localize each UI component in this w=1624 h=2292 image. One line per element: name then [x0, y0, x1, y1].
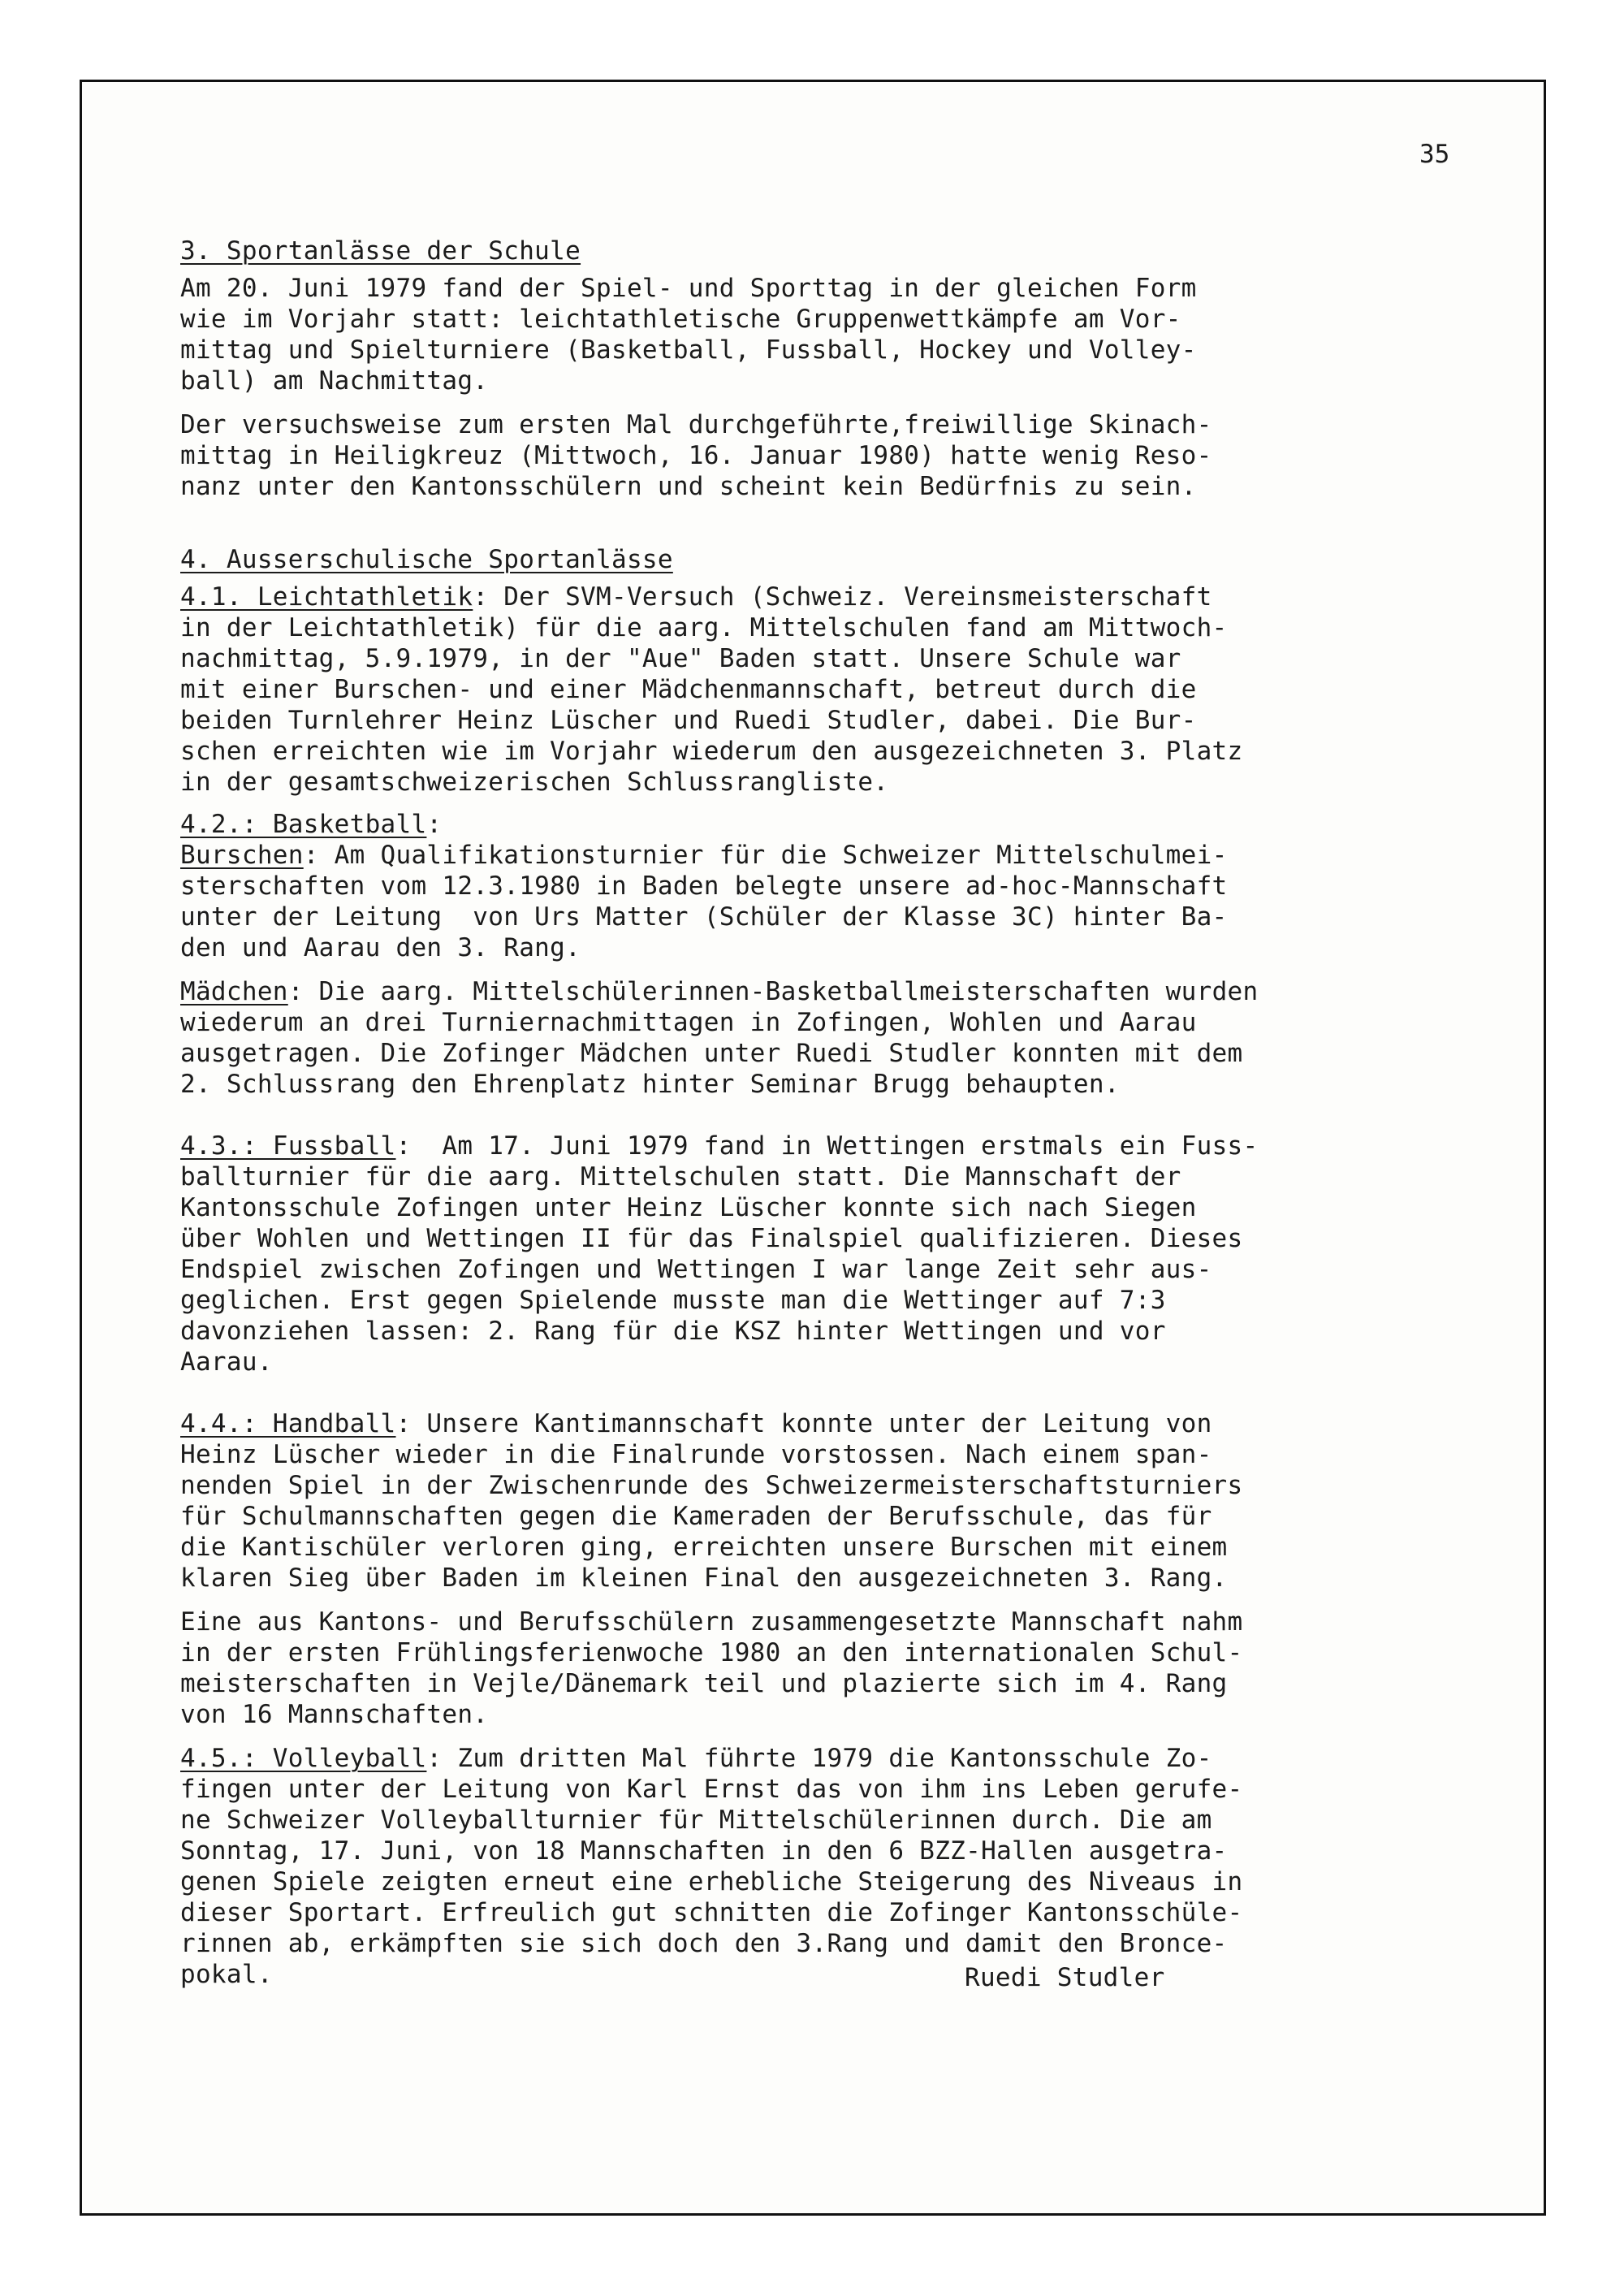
subsection-label: 4.2.: Basketball — [180, 810, 427, 839]
page-number: 35 — [1419, 140, 1450, 169]
paragraph-basketball-burschen: Burschen: Am Qualifikationsturnier für die Schweizer Mittelschulmei- sterschaften vom 12.3.1980 in Baden belegte unsere ad-hoc-Mannschaft unter der Leitung von Urs Matter (Schüler der Klasse 3C) hinter Ba- den und Aarau den 3. Rang. — [180, 841, 1228, 962]
subheading-basketball: 4.2.: Basketball: — [180, 810, 443, 839]
paragraph-sporttag: Am 20. Juni 1979 fand der Spiel- und Sporttag in der gleichen Form wie im Vorjahr statt: leichtathletische Gruppenwettkämpfe am Vor- mittag und Spielturniere (Basketball, Fussball, Hockey und Volley- ball) am Nachmittag. — [180, 274, 1197, 396]
subsection-label: Burschen — [180, 841, 304, 870]
subsection-label: 4.3.: Fussball — [180, 1131, 396, 1161]
paragraph-handball-vejle: Eine aus Kantons- und Berufsschülern zusammengesetzte Mannschaft nahm in der ersten Frühlingsferienwoche 1980 an den internationalen Schul- meisterschaften in Vejle/Dänemark teil und plazierte sich im 4. Rang von 16 Mannschaften. — [180, 1607, 1243, 1729]
subsection-label: Mädchen — [180, 977, 288, 1006]
section-heading: 4. Ausserschulische Sportanlässe — [180, 545, 673, 574]
paragraph-fussball: 4.3.: Fussball: Am 17. Juni 1979 fand in Wettingen erstmals ein Fuss- ballturnier für die aarg. Mittelschulen statt. Die Mannschaft der Kantonsschule Zofingen unter Heinz Lüscher konnte sich nach Siegen über Wohlen und Wettingen II für das Finalspiel qualifizieren. Dieses Endspiel zwischen Zofingen und Wettingen I war lange Zeit sehr aus- geglichen. Erst gegen Spielende musste man die Wettinger auf 7:3 davonziehen lassen: 2. Rang für die KSZ hinter Wettingen und vor Aarau. — [180, 1131, 1259, 1377]
paragraph-leichtathletik: 4.1. Leichtathletik: Der SVM-Versuch (Schweiz. Vereinsmeisterschaft in der Leichtathletik) für die aarg. Mittelschulen fand am Mittwoch- nachmittag, 5.9.1979, in der "Aue" Baden statt. Unsere Schule war mit einer Burschen- und einer Mädchenmannschaft, betreut durch die beiden Turnlehrer Heinz Lüscher und Ruedi Studler, dabei. Die Bur- schen erreichten wie im Vorjahr wiederum den ausgezeichneten 3. Platz in der gesamtschweizerischen Schlussrangliste. — [180, 582, 1243, 797]
paragraph-volleyball: 4.5.: Volleyball: Zum dritten Mal führte 1979 die Kantonsschule Zo- fingen unter der Leitung von Karl Ernst das von ihm ins Leben gerufe- ne Schweizer Volleyballturnier für Mittelschülerinnen durch. Die am Sonntag, 17. Juni, von 18 Mannschaften in den 6 BZZ-Hallen ausgetra- genen Spiele zeigten erneut eine erhebliche Steigerung des Niveaus in dieser Sportart. Erfreulich gut schnitten die Zofinger Kantonsschüle- rinnen ab, erkämpften sie sich doch den 3.Rang und damit den Bronce- pokal. — [180, 1744, 1243, 1989]
signature: Ruedi Studler — [965, 1963, 1165, 1992]
subsection-label: 4.4.: Handball — [180, 1409, 396, 1438]
section-sportanlaesse-schule — [180, 236, 1212, 502]
section-ausserschulische-sportanlaesse — [180, 544, 1258, 1993]
paragraph-skinachmittag: Der versuchsweise zum ersten Mal durchgeführte,freiwillige Skinach- mittag in Heiligkreuz (Mittwoch, 16. Januar 1980) hatte wenig Reso- nanz unter den Kantonsschülern und scheint kein Bedürfnis zu sein. — [180, 410, 1212, 501]
subsection-label: 4.1. Leichtathletik — [180, 582, 473, 612]
paragraph-handball: 4.4.: Handball: Unsere Kantimannschaft konnte unter der Leitung von Heinz Lüscher wieder in die Finalrunde vorstossen. Nach einem span- nenden Spiel in der Zwischenrunde des Schweizermeisterschaftsturniers für Schulmannschaften gegen die Kameraden der Berufsschule, das für die Kantischüler verloren ging, erreichten unsere Burschen mit einem klaren Sieg über Baden im kleinen Final den ausgezeichneten 3. Rang. — [180, 1409, 1243, 1593]
paragraph-basketball-maedchen: Mädchen: Die aarg. Mittelschülerinnen-Basketballmeisterschaften wurden wiederum an drei Turniernachmittagen in Zofingen, Wohlen und Aarau ausgetragen. Die Zofinger Mädchen unter Ruedi Studler konnten mit dem 2. Schlussrang den Ehrenplatz hinter Seminar Brugg behaupten. — [180, 977, 1259, 1099]
section-heading: 3. Sportanlässe der Schule — [180, 236, 581, 266]
subsection-label: 4.5.: Volleyball — [180, 1744, 427, 1773]
